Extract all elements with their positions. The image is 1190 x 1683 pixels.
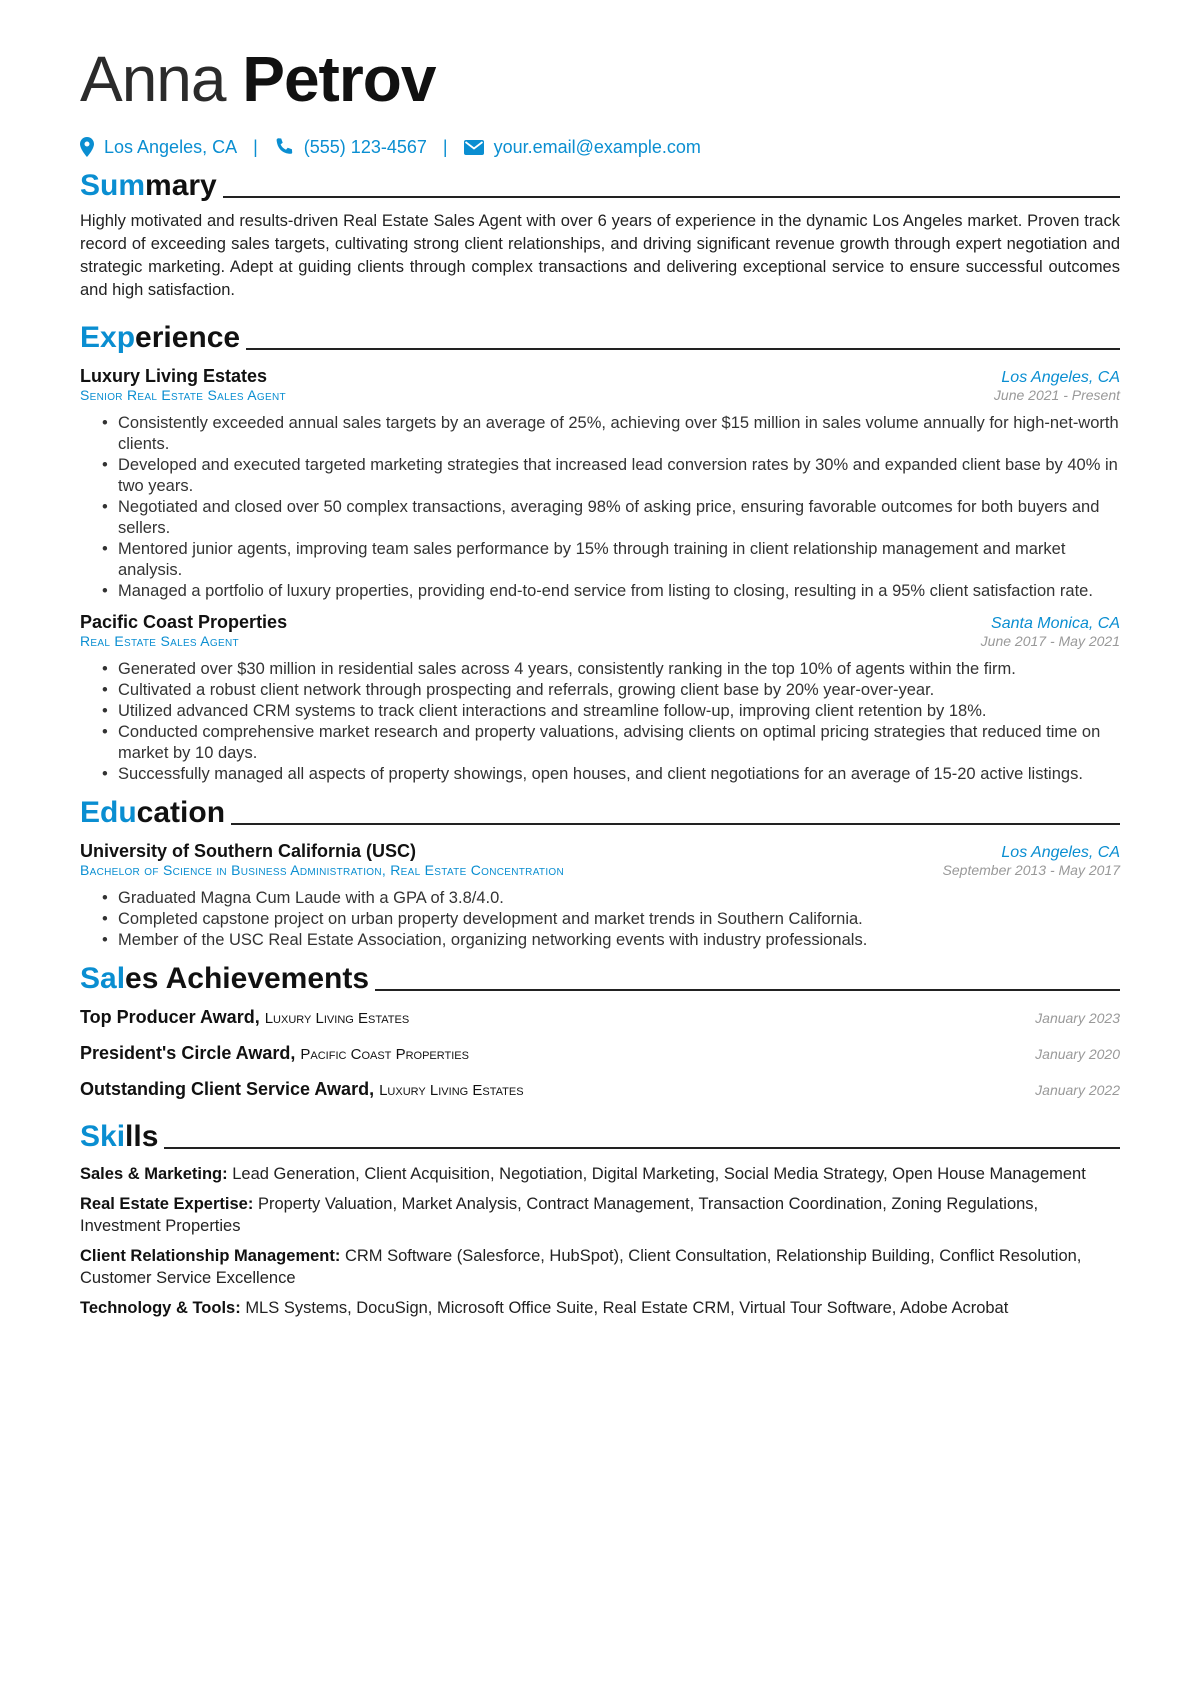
section-title-rest: erience xyxy=(135,321,241,354)
contact-phone[interactable] xyxy=(274,137,427,158)
award-row: Top Producer Award, Luxury Living Estates January 2023 xyxy=(80,1007,1120,1027)
section-title-accent: Exp xyxy=(80,321,136,354)
entry-location: Los Angeles, CA xyxy=(1001,369,1120,386)
section-title-accent: Ski xyxy=(80,1120,126,1153)
entry-dates: June 2017 - May 2021 xyxy=(980,633,1120,649)
section-title-accent: Sal xyxy=(80,962,126,995)
skill-row xyxy=(80,1193,1120,1237)
bullet-item: • Graduated Magna Cum Laude with a GPA of 3.8/4.0. xyxy=(118,888,1120,909)
skill-row xyxy=(80,1297,1120,1319)
section-title-rest: es Achievements xyxy=(125,962,370,995)
bullet-item: • Completed capstone project on urban property development and market trends in Southern California. xyxy=(118,909,1120,930)
bullet-item: • Member of the USC Real Estate Association, organizing networking events with industry professionals. xyxy=(118,930,1120,951)
award-name: Outstanding Client Service Award xyxy=(80,1079,370,1099)
experience-entry xyxy=(80,366,1120,602)
bullet-item: • Developed and executed targeted marketing strategies that increased lead conversion rates by 30% and expanded client base by 40% in two years. xyxy=(118,455,1120,497)
experience-entry xyxy=(80,612,1120,785)
education-entry xyxy=(80,841,1120,951)
email-text[interactable]: your.email@example.com xyxy=(493,136,701,157)
entry-dates: June 2021 - Present xyxy=(993,387,1120,403)
entry-location: Los Angeles, CA xyxy=(1001,844,1120,861)
skill-category: Real Estate Expertise: xyxy=(80,1195,254,1213)
resume-page xyxy=(80,40,1120,1319)
bullet-list xyxy=(80,888,1120,951)
contact-separator: | xyxy=(442,136,448,157)
award-row: President's Circle Award, Pacific Coast Properties January 2020 xyxy=(80,1043,1120,1063)
map-pin-icon xyxy=(80,137,94,157)
section-rule xyxy=(164,1147,1120,1149)
location-text: Los Angeles, CA xyxy=(104,136,238,157)
entry-location: Santa Monica, CA xyxy=(991,615,1120,632)
phone-icon xyxy=(274,137,294,157)
bullet-item: • Utilized advanced CRM systems to track client interactions and streamline follow-up, improving client retention by 18%. xyxy=(118,701,1120,722)
award-date: January 2020 xyxy=(1035,1046,1120,1062)
entry-dates: September 2013 - May 2017 xyxy=(942,862,1120,878)
section-title-rest: mary xyxy=(145,169,217,202)
section-title-accent: Sum xyxy=(80,169,146,202)
section-rule xyxy=(223,196,1120,198)
contact-bar xyxy=(80,132,1120,162)
skill-list: Property Valuation, Market Analysis, Contract Management, Transaction Coordination, Zoning Regulations, Investment Properties xyxy=(80,1195,1039,1235)
bullet-item: • Managed a portfolio of luxury properties, providing end-to-end service from listing to closing, resulting in a 95% client satisfaction rate. xyxy=(118,581,1120,602)
bullet-list xyxy=(80,413,1120,602)
degree-title: Bachelor of Science in Business Administration, Real Estate Concentration xyxy=(80,862,565,878)
phone-text[interactable]: (555) 123-4567 xyxy=(303,136,427,157)
award-name: Top Producer Award xyxy=(80,1007,255,1027)
section-heading-education xyxy=(80,791,1120,831)
bullet-item: • Cultivated a robust client network through prospecting and referrals, growing client base by 20% year-over-year. xyxy=(118,680,1120,701)
contact-location xyxy=(80,137,237,158)
summary-text: Highly motivated and results-driven Real Estate Sales Agent with over 6 years of experience in the dynamic Los Angeles market. Proven track record of exceeding sales targets, cultivating strong client relationships, and driving significant revenue growth through expert negotiation and strategic marketing. Adept at guiding clients through complex transactions and delivering exceptional service to ensure successful outcomes and high satisfaction. xyxy=(80,212,1120,299)
company-name: Pacific Coast Properties xyxy=(80,612,288,632)
job-title: Real Estate Sales Agent xyxy=(80,633,239,649)
last-name: Petrov xyxy=(242,43,436,115)
skill-category: Client Relationship Management: xyxy=(80,1247,341,1265)
award-date: January 2023 xyxy=(1035,1010,1120,1026)
bullet-list xyxy=(80,659,1120,785)
skill-list: Lead Generation, Client Acquisition, Negotiation, Digital Marketing, Social Media Strategy, Open House Management xyxy=(232,1165,1086,1183)
skill-row xyxy=(80,1163,1120,1185)
bullet-item: • Successfully managed all aspects of property showings, open houses, and client negotiations for an average of 15-20 active listings. xyxy=(118,764,1120,785)
bullet-item: • Conducted comprehensive market research and property valuations, advising clients on optimal pricing strategies that reduced time on market by 10 days. xyxy=(118,722,1120,764)
award-row: Outstanding Client Service Award, Luxury Living Estates January 2022 xyxy=(80,1079,1120,1099)
section-rule xyxy=(231,823,1120,825)
bullet-item: • Generated over $30 million in residential sales across 4 years, consistently ranking in the top 10% of agents within the firm. xyxy=(118,659,1120,680)
candidate-name xyxy=(80,40,1120,118)
section-heading-summary xyxy=(80,164,1120,204)
bullet-item: • Consistently exceeded annual sales targets by an average of 25%, achieving over $15 million in sales volume annually for high-net-worth clients. xyxy=(118,413,1120,455)
section-title-accent: Edu xyxy=(80,796,137,829)
school-name: University of Southern California (USC) xyxy=(80,841,417,861)
skill-list: MLS Systems, DocuSign, Microsoft Office Suite, Real Estate CRM, Virtual Tour Software, Adobe Acrobat xyxy=(245,1299,1009,1317)
company-name: Luxury Living Estates xyxy=(80,366,268,386)
section-rule xyxy=(375,989,1120,991)
section-heading-experience xyxy=(80,316,1120,356)
section-rule xyxy=(246,348,1120,350)
skill-category: Sales & Marketing: xyxy=(80,1165,228,1183)
skill-row xyxy=(80,1245,1120,1289)
section-title-rest: lls xyxy=(125,1120,159,1153)
skill-list: CRM Software (Salesforce, HubSpot), Client Consultation, Relationship Building, Conflict Resolution, Customer Service Excellence xyxy=(80,1247,1082,1287)
award-org: Luxury Living Estates xyxy=(264,1010,410,1027)
skill-category: Technology & Tools: xyxy=(80,1299,241,1317)
award-org: Pacific Coast Properties xyxy=(300,1046,469,1063)
section-heading-achievements xyxy=(80,957,1120,997)
first-name: Anna xyxy=(80,43,226,115)
award-org: Luxury Living Estates xyxy=(379,1082,524,1099)
envelope-icon xyxy=(464,140,484,155)
award-date: January 2022 xyxy=(1035,1082,1120,1098)
bullet-item: • Mentored junior agents, improving team sales performance by 15% through training in client relationship management and market analysis. xyxy=(118,539,1120,581)
contact-separator: | xyxy=(253,136,258,157)
job-title: Senior Real Estate Sales Agent xyxy=(80,387,286,403)
bullet-item: • Negotiated and closed over 50 complex transactions, averaging 98% of asking price, ensuring favorable outcomes for both buyers and sellers. xyxy=(118,497,1120,539)
award-name: President's Circle Award xyxy=(80,1043,291,1063)
contact-email[interactable] xyxy=(464,137,701,158)
section-title-rest: cation xyxy=(136,796,226,829)
section-heading-skills xyxy=(80,1115,1120,1155)
